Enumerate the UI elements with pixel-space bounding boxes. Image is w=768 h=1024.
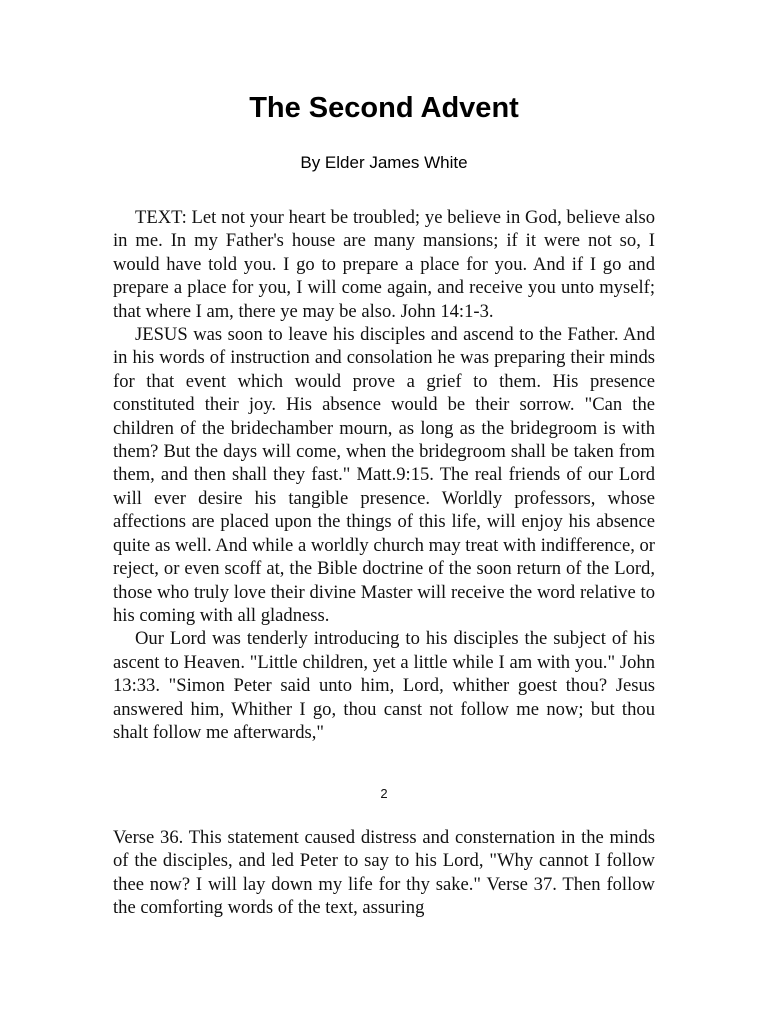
document-title: The Second Advent [249,92,519,124]
body-text [113,206,655,744]
paragraph-text-scripture: TEXT: Let not your heart be troubled; ye believe in God, believe also in me. In my Father's house are many mansions; if it were not so, I would have told you. I go to prepare a place for you. And if I go and prepare a place for you, I will come again, and receive you unto myself; that where I am, there ye may be also. John 14:1-3. [113,207,655,322]
continuation-text [113,826,655,920]
paragraph-jesus-leaving: JESUS was soon to leave his disciples and ascend to the Father. And in his words of instruction and consolation he was preparing their minds for that event which would prove a grief to them. His presence constituted their joy. His absence would be their sorrow. "Can the children of the bridechamber mourn, as long as the bridegroom is with them? But the days will come, when the bridegroom shall be taken from them, and then shall they fast." Matt.9:15. The real friends of our Lord will ever desire his tangible presence. Worldly professors, whose affections are placed upon the things of this life, will enjoy his absence quite as well. And while a worldly church may treat with indifference, or reject, or even scoff at, the Bible doctrine of the soon return of the Lord, those who truly love their divine Master will receive the word relative to his coming with all gladness. [113,324,655,626]
paragraph-verse-36: Verse 36. This statement caused distress and consternation in the minds of the disciples, and led Peter to say to his Lord, "Why cannot I follow thee now? I will lay down my life for thy sake." Verse 37. Then follow the comforting words of the text, assuring [113,827,655,919]
page-number: 2 [380,786,388,801]
document-author: By Elder James White [300,153,468,172]
paragraph-ascent: Our Lord was tenderly introducing to his disciples the subject of his ascent to Heaven. "Little children, yet a little while I am with you." John 13:33. "Simon Peter said unto him, Lord, whither goest thou? Jesus answered him, Whither I go, thou canst not follow me now; but thou shalt follow me afterwards," [113,628,655,743]
